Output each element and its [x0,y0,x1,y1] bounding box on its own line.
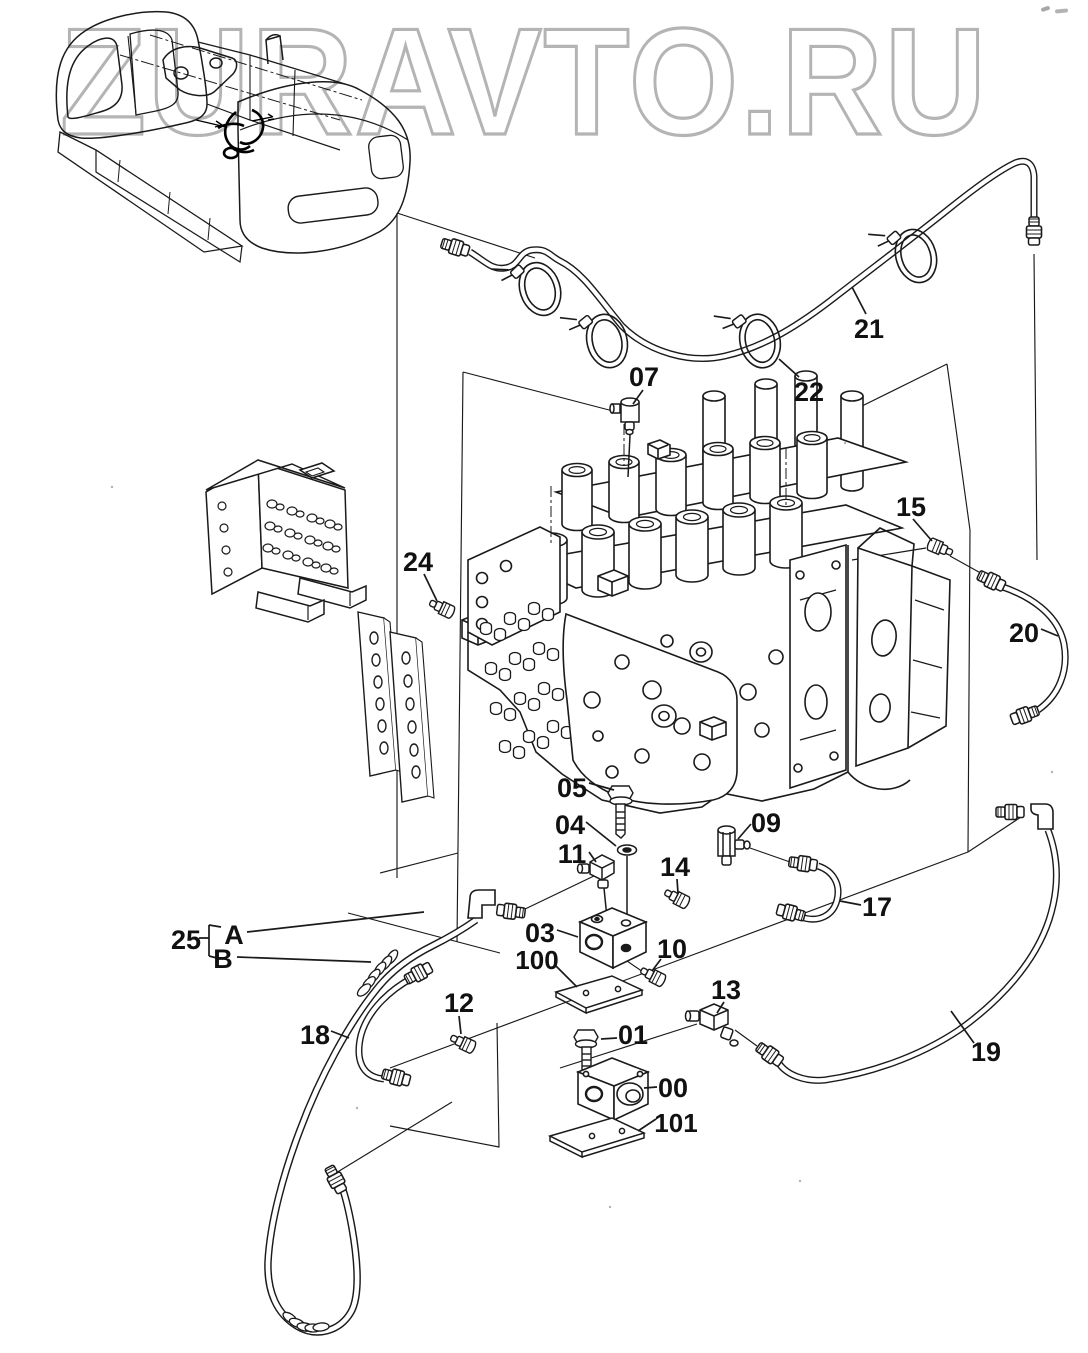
part-label-24: 24 [402,547,434,577]
part-label-17: 17 [861,892,893,922]
fitting-10 [638,964,667,987]
pilot-valve-block [206,460,366,622]
main-control-valve [462,371,950,813]
print-marks [1041,6,1069,14]
mounting-strips [358,612,434,802]
part-label-25: 25 [170,925,202,955]
part-label-01: 01 [617,1020,649,1050]
clamp-22 [868,218,942,293]
watermark [60,0,988,167]
part-label-18: 18 [299,1020,331,1050]
part-label-05: 05 [556,773,588,803]
part-label-04: 04 [554,810,586,840]
hose-19 [754,804,1057,1080]
hose-25 [268,890,526,1332]
block-03 [580,908,646,968]
plate-100 [556,976,642,1013]
part-label-100: 100 [515,945,559,975]
clamp-22 [714,304,785,376]
fitting-24 [427,597,456,620]
part-label-20: 20 [1008,618,1040,648]
part-label-15: 15 [895,492,927,522]
clamp-22 [560,303,633,377]
part-label-14: 14 [659,852,691,882]
block-00 [578,1058,648,1120]
part-label-B: B [213,944,233,974]
plate-101 [550,1118,644,1157]
washer-04 [618,845,637,920]
part-label-12: 12 [443,988,475,1018]
fitting-15 [926,537,955,559]
fitting-14 [662,886,691,909]
part-label-00: 00 [657,1073,689,1103]
part-label-101: 101 [654,1108,698,1138]
part-label-A: A [224,920,244,950]
part-label-19: 19 [970,1037,1002,1067]
part-label-03: 03 [524,918,556,948]
bolt-05 [608,786,633,838]
fitting-12 [448,1032,477,1055]
part-label-21: 21 [853,314,885,344]
hose-21-right-fitting [1027,217,1042,245]
hose-17 [775,854,838,923]
hose-21-left-fitting [440,236,471,259]
watermark-text: ZURAVTO.RU [60,0,988,167]
part-label-13: 13 [710,975,742,1005]
clamp-22-group [491,218,942,377]
part-label-07: 07 [628,362,660,392]
part-label-09: 09 [750,808,782,838]
part-label-10: 10 [656,934,688,964]
part-label-11: 11 [557,839,587,869]
part-label-22: 22 [793,377,825,407]
